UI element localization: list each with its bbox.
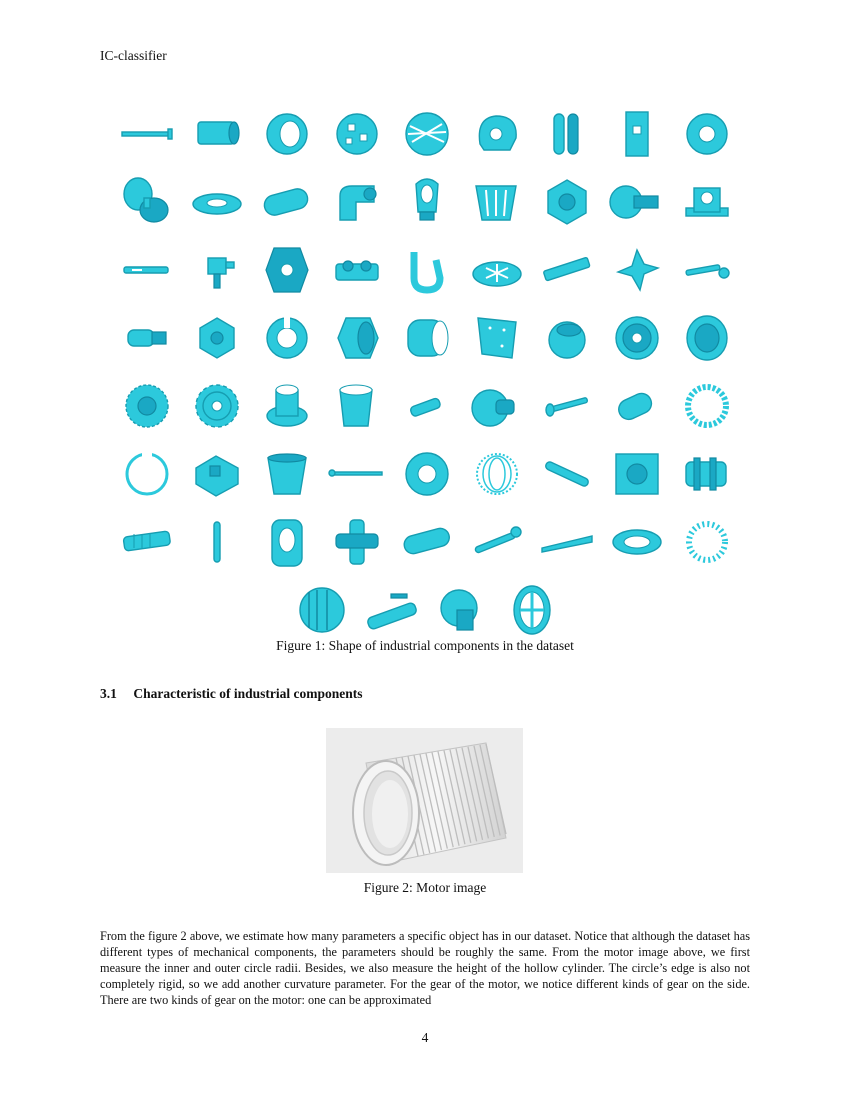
component-ring (672, 100, 742, 168)
component-thumbnail-thin-washer (606, 512, 668, 572)
component-tube-end (392, 508, 462, 576)
component-thumbnail-hook (396, 240, 458, 300)
motor-image (326, 728, 523, 873)
component-cross-fitting (322, 508, 392, 576)
component-thumbnail-block (186, 444, 248, 504)
component-thumbnail-splined-shaft (116, 512, 178, 572)
section-title: Characteristic of industrial components (133, 686, 363, 701)
component-thumbnail-spur-gear (186, 376, 248, 436)
figure-1-row-1 (112, 100, 742, 168)
component-thumbnail-coil-spring (466, 444, 528, 504)
component-hinge-plate (322, 236, 392, 304)
component-rod-end (672, 236, 742, 304)
component-key-pin (112, 236, 182, 304)
component-thumbnail-flange-shaft (431, 580, 493, 640)
component-thick-disc (672, 304, 742, 372)
component-pin (112, 100, 182, 168)
figure-1-row-6 (112, 440, 742, 508)
figure-2-caption: Figure 2: Motor image (363, 880, 487, 895)
figure-1-row-3 (112, 236, 742, 304)
component-spur-gear (182, 372, 252, 440)
component-square-flange (252, 508, 322, 576)
component-thumbnail-snap-ring (256, 308, 318, 368)
figure-1-row-8 (112, 576, 742, 644)
component-thumbnail-key-pin (116, 240, 178, 300)
component-retaining-ring (112, 440, 182, 508)
component-flat-washer (392, 440, 462, 508)
component-elbow-fitting (322, 168, 392, 236)
component-flat-bar (532, 236, 602, 304)
component-flanged-bushing (252, 372, 322, 440)
component-thumbnail-impeller (466, 240, 528, 300)
component-thumbnail-cross-fitting (326, 512, 388, 572)
component-plug (112, 304, 182, 372)
component-thumbnail-flanged-shaft (606, 172, 668, 232)
component-thumbnail-bucket-wheel (466, 172, 528, 232)
component-pipe-coupling (392, 304, 462, 372)
component-thumbnail-pillow-block (676, 172, 738, 232)
component-thumbnail-bevel-gear (116, 376, 178, 436)
component-roller (602, 372, 672, 440)
component-thumbnail-valve (186, 240, 248, 300)
body-paragraph: From the figure 2 above, we estimate how many parameters a specific object has in our dataset. Notice that although the dataset has different types of mechanical components, the parameters should be roughly the same. From the motor image above, we first measure the inner and outer circle radii. Besides, we also measure the height of the hollow cylinder. The circle’s edge is also not completely rigid, so we add another curvature parameter. For the gear of the motor, we notice different kinds of gear on the side. There are two kinds of gear on the motor: one can be approximated (100, 929, 750, 1007)
component-cotter-pin (322, 440, 392, 508)
component-stud (392, 372, 462, 440)
component-flanged-hub (462, 372, 532, 440)
component-housing (602, 440, 672, 508)
component-thumbnail-lock-washer (676, 512, 738, 572)
component-thumbnail-tapered-pin (536, 512, 598, 572)
component-thumbnail-pulley (606, 308, 668, 368)
component-ball-cage (322, 100, 392, 168)
component-thumbnail-plug (116, 308, 178, 368)
component-thumbnail-elbow-fitting (326, 172, 388, 232)
component-lever (532, 440, 602, 508)
component-pulley (602, 304, 672, 372)
component-thumbnail-ball-valve (361, 580, 423, 640)
component-thumbnail-retaining-ring (116, 444, 178, 504)
component-thumbnail-thick-disc (676, 308, 738, 368)
figure-1-caption: Figure 1: Shape of industrial components in the dataset (276, 638, 574, 653)
component-thumbnail-sleeve (256, 104, 318, 164)
component-fan-rotor (287, 576, 357, 644)
component-pump-housing (462, 100, 532, 168)
component-thumbnail-hex-nut (536, 172, 598, 232)
component-hook (392, 236, 462, 304)
component-hex-block (252, 236, 322, 304)
component-chain-link (532, 100, 602, 168)
component-spring-ball (392, 100, 462, 168)
component-thumbnail-flanged-bushing (256, 376, 318, 436)
component-hex-socket (182, 304, 252, 372)
page-number: 4 (421, 1030, 429, 1045)
component-washer (182, 168, 252, 236)
component-thumbnail-hex-collar (326, 308, 388, 368)
component-thumbnail-tube (326, 376, 388, 436)
component-knob (602, 236, 672, 304)
component-spoked-wheel (497, 576, 567, 644)
component-bracket (602, 100, 672, 168)
running-title: IC-classifier (100, 48, 167, 63)
component-tapered-pin (532, 508, 602, 576)
component-thumbnail-coupling (676, 444, 738, 504)
component-propeller (112, 168, 182, 236)
component-thumbnail-housing (606, 444, 668, 504)
section-number: 3.1 (100, 686, 117, 701)
component-thin-washer (602, 508, 672, 576)
component-tube (322, 372, 392, 440)
component-thumbnail-pin (116, 104, 178, 164)
component-thumbnail-cylinder (256, 172, 318, 232)
component-thumbnail-chain-link (536, 104, 598, 164)
component-ball-valve (357, 576, 427, 644)
component-sleeve (252, 100, 322, 168)
component-shaft (182, 100, 252, 168)
component-thumbnail-spoked-wheel (501, 580, 563, 640)
component-thumbnail-long-bolt (466, 512, 528, 572)
component-cylinder (252, 168, 322, 236)
component-thumbnail-ring (676, 104, 738, 164)
component-coil-spring (462, 440, 532, 508)
component-bolt (532, 372, 602, 440)
component-thumbnail-plate (466, 308, 528, 368)
component-eye-bolt (392, 168, 462, 236)
component-thumbnail-bracket (606, 104, 668, 164)
figure-1-row-2 (112, 168, 742, 236)
component-impeller (462, 236, 532, 304)
component-thumbnail-cap (536, 308, 598, 368)
component-thumbnail-flanged-hub (466, 376, 528, 436)
figure-1-row-7 (112, 508, 742, 576)
component-block (182, 440, 252, 508)
component-dowel (182, 508, 252, 576)
component-thumbnail-flat-bar (536, 240, 598, 300)
component-thumbnail-toothed-ring (676, 376, 738, 436)
motor-housing-illustration (326, 728, 523, 873)
component-thumbnail-lever (536, 444, 598, 504)
figure-1-row-4 (112, 304, 742, 372)
component-thumbnail-dowel (186, 512, 248, 572)
component-thumbnail-bolt (536, 376, 598, 436)
section-heading (100, 686, 362, 702)
component-coupling (672, 440, 742, 508)
component-thumbnail-flat-washer (396, 444, 458, 504)
component-hex-collar (322, 304, 392, 372)
component-toothed-ring (672, 372, 742, 440)
component-flange-shaft (427, 576, 497, 644)
component-thumbnail-rod-end (676, 240, 738, 300)
component-thumbnail-hinge-plate (326, 240, 388, 300)
component-thumbnail-roller (606, 376, 668, 436)
component-thumbnail-stud (396, 376, 458, 436)
component-snap-ring (252, 304, 322, 372)
component-thumbnail-pipe-coupling (396, 308, 458, 368)
component-bevel-gear (112, 372, 182, 440)
component-thumbnail-tapered-cup (256, 444, 318, 504)
component-valve (182, 236, 252, 304)
component-thumbnail-propeller (116, 172, 178, 232)
figure-1-grid (112, 100, 742, 644)
component-tapered-cup (252, 440, 322, 508)
component-thumbnail-fan-rotor (291, 580, 353, 640)
component-thumbnail-spring-ball (396, 104, 458, 164)
component-bucket-wheel (462, 168, 532, 236)
component-plate (462, 304, 532, 372)
component-lock-washer (672, 508, 742, 576)
component-thumbnail-tube-end (396, 512, 458, 572)
component-thumbnail-eye-bolt (396, 172, 458, 232)
component-thumbnail-hex-block (256, 240, 318, 300)
component-thumbnail-shaft (186, 104, 248, 164)
component-hex-nut (532, 168, 602, 236)
component-splined-shaft (112, 508, 182, 576)
component-thumbnail-hex-socket (186, 308, 248, 368)
component-flanged-shaft (602, 168, 672, 236)
component-thumbnail-pump-housing (466, 104, 528, 164)
component-thumbnail-ball-cage (326, 104, 388, 164)
component-thumbnail-washer (186, 172, 248, 232)
component-thumbnail-knob (606, 240, 668, 300)
component-pillow-block (672, 168, 742, 236)
component-long-bolt (462, 508, 532, 576)
component-thumbnail-square-flange (256, 512, 318, 572)
figure-1-row-5 (112, 372, 742, 440)
component-cap (532, 304, 602, 372)
component-thumbnail-cotter-pin (326, 444, 388, 504)
